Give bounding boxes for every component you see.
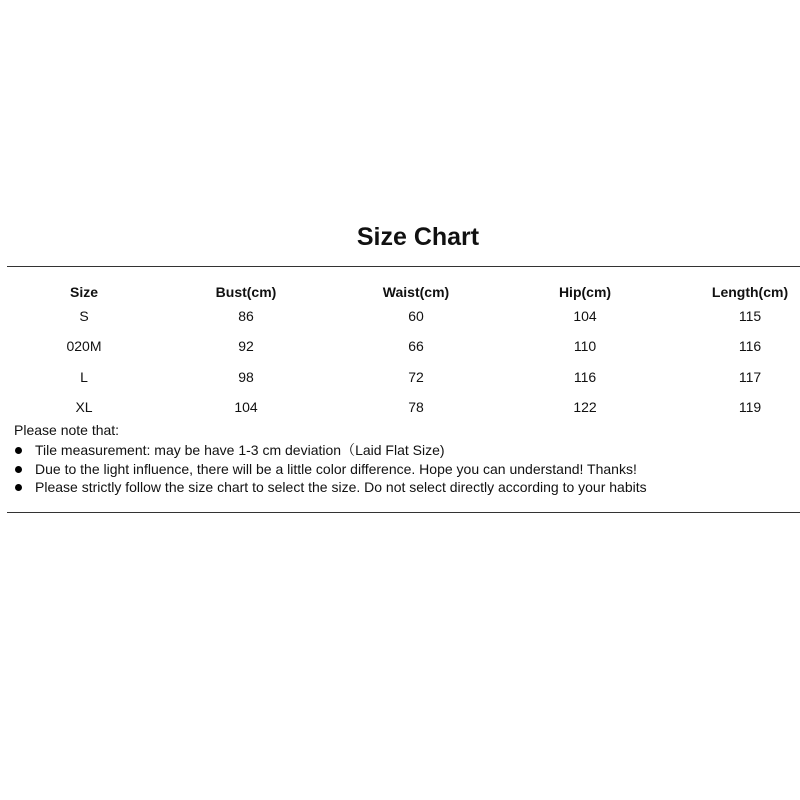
header-waist: Waist(cm) bbox=[382, 284, 450, 300]
cell-waist: 66 bbox=[408, 338, 424, 354]
note-text: Please strictly follow the size chart to select the size. Do not select directly according to your habits bbox=[35, 479, 647, 495]
notes-list bbox=[14, 441, 647, 497]
page-title: Size Chart bbox=[356, 223, 480, 251]
header-size: Size bbox=[69, 284, 98, 300]
table-header-row bbox=[0, 281, 800, 303]
cell-waist: 78 bbox=[408, 399, 424, 415]
cell-bust: 98 bbox=[238, 369, 254, 385]
cell-length: 116 bbox=[738, 338, 762, 354]
cell-size: 020M bbox=[66, 338, 102, 354]
cell-hip: 104 bbox=[573, 308, 597, 324]
bottom-divider bbox=[7, 512, 800, 513]
header-length: Length(cm) bbox=[711, 284, 789, 300]
cell-bust: 86 bbox=[238, 308, 254, 324]
bullet-icon bbox=[15, 447, 22, 454]
cell-waist: 72 bbox=[408, 369, 424, 385]
cell-hip: 116 bbox=[573, 369, 597, 385]
cell-hip: 110 bbox=[573, 338, 597, 354]
cell-bust: 104 bbox=[234, 399, 258, 415]
top-divider bbox=[7, 266, 800, 267]
note-text: Due to the light influence, there will be a little color difference. Hope you can understand! Thanks! bbox=[35, 460, 637, 477]
header-hip: Hip(cm) bbox=[558, 284, 612, 300]
list-item bbox=[14, 441, 647, 460]
notes-intro: Please note that: bbox=[14, 422, 120, 438]
cell-waist: 60 bbox=[408, 308, 424, 324]
cell-length: 119 bbox=[738, 399, 762, 415]
table-row bbox=[0, 305, 800, 327]
cell-length: 115 bbox=[738, 308, 762, 324]
bullet-icon bbox=[15, 466, 22, 473]
cell-hip: 122 bbox=[573, 399, 597, 415]
header-bust: Bust(cm) bbox=[215, 284, 277, 300]
cell-size: S bbox=[79, 308, 89, 324]
cell-length: 117 bbox=[738, 369, 762, 385]
note-text: Tile measurement: may be have 1-3 cm deviation（Laid Flat Size) bbox=[35, 442, 445, 458]
cell-size: XL bbox=[75, 399, 93, 415]
cell-size: L bbox=[80, 369, 88, 385]
bullet-icon bbox=[15, 484, 22, 491]
table-row bbox=[0, 366, 800, 388]
cell-bust: 92 bbox=[238, 338, 254, 354]
list-item bbox=[14, 460, 647, 479]
list-item bbox=[14, 478, 647, 497]
table-row bbox=[0, 396, 800, 418]
table-row bbox=[0, 335, 800, 357]
